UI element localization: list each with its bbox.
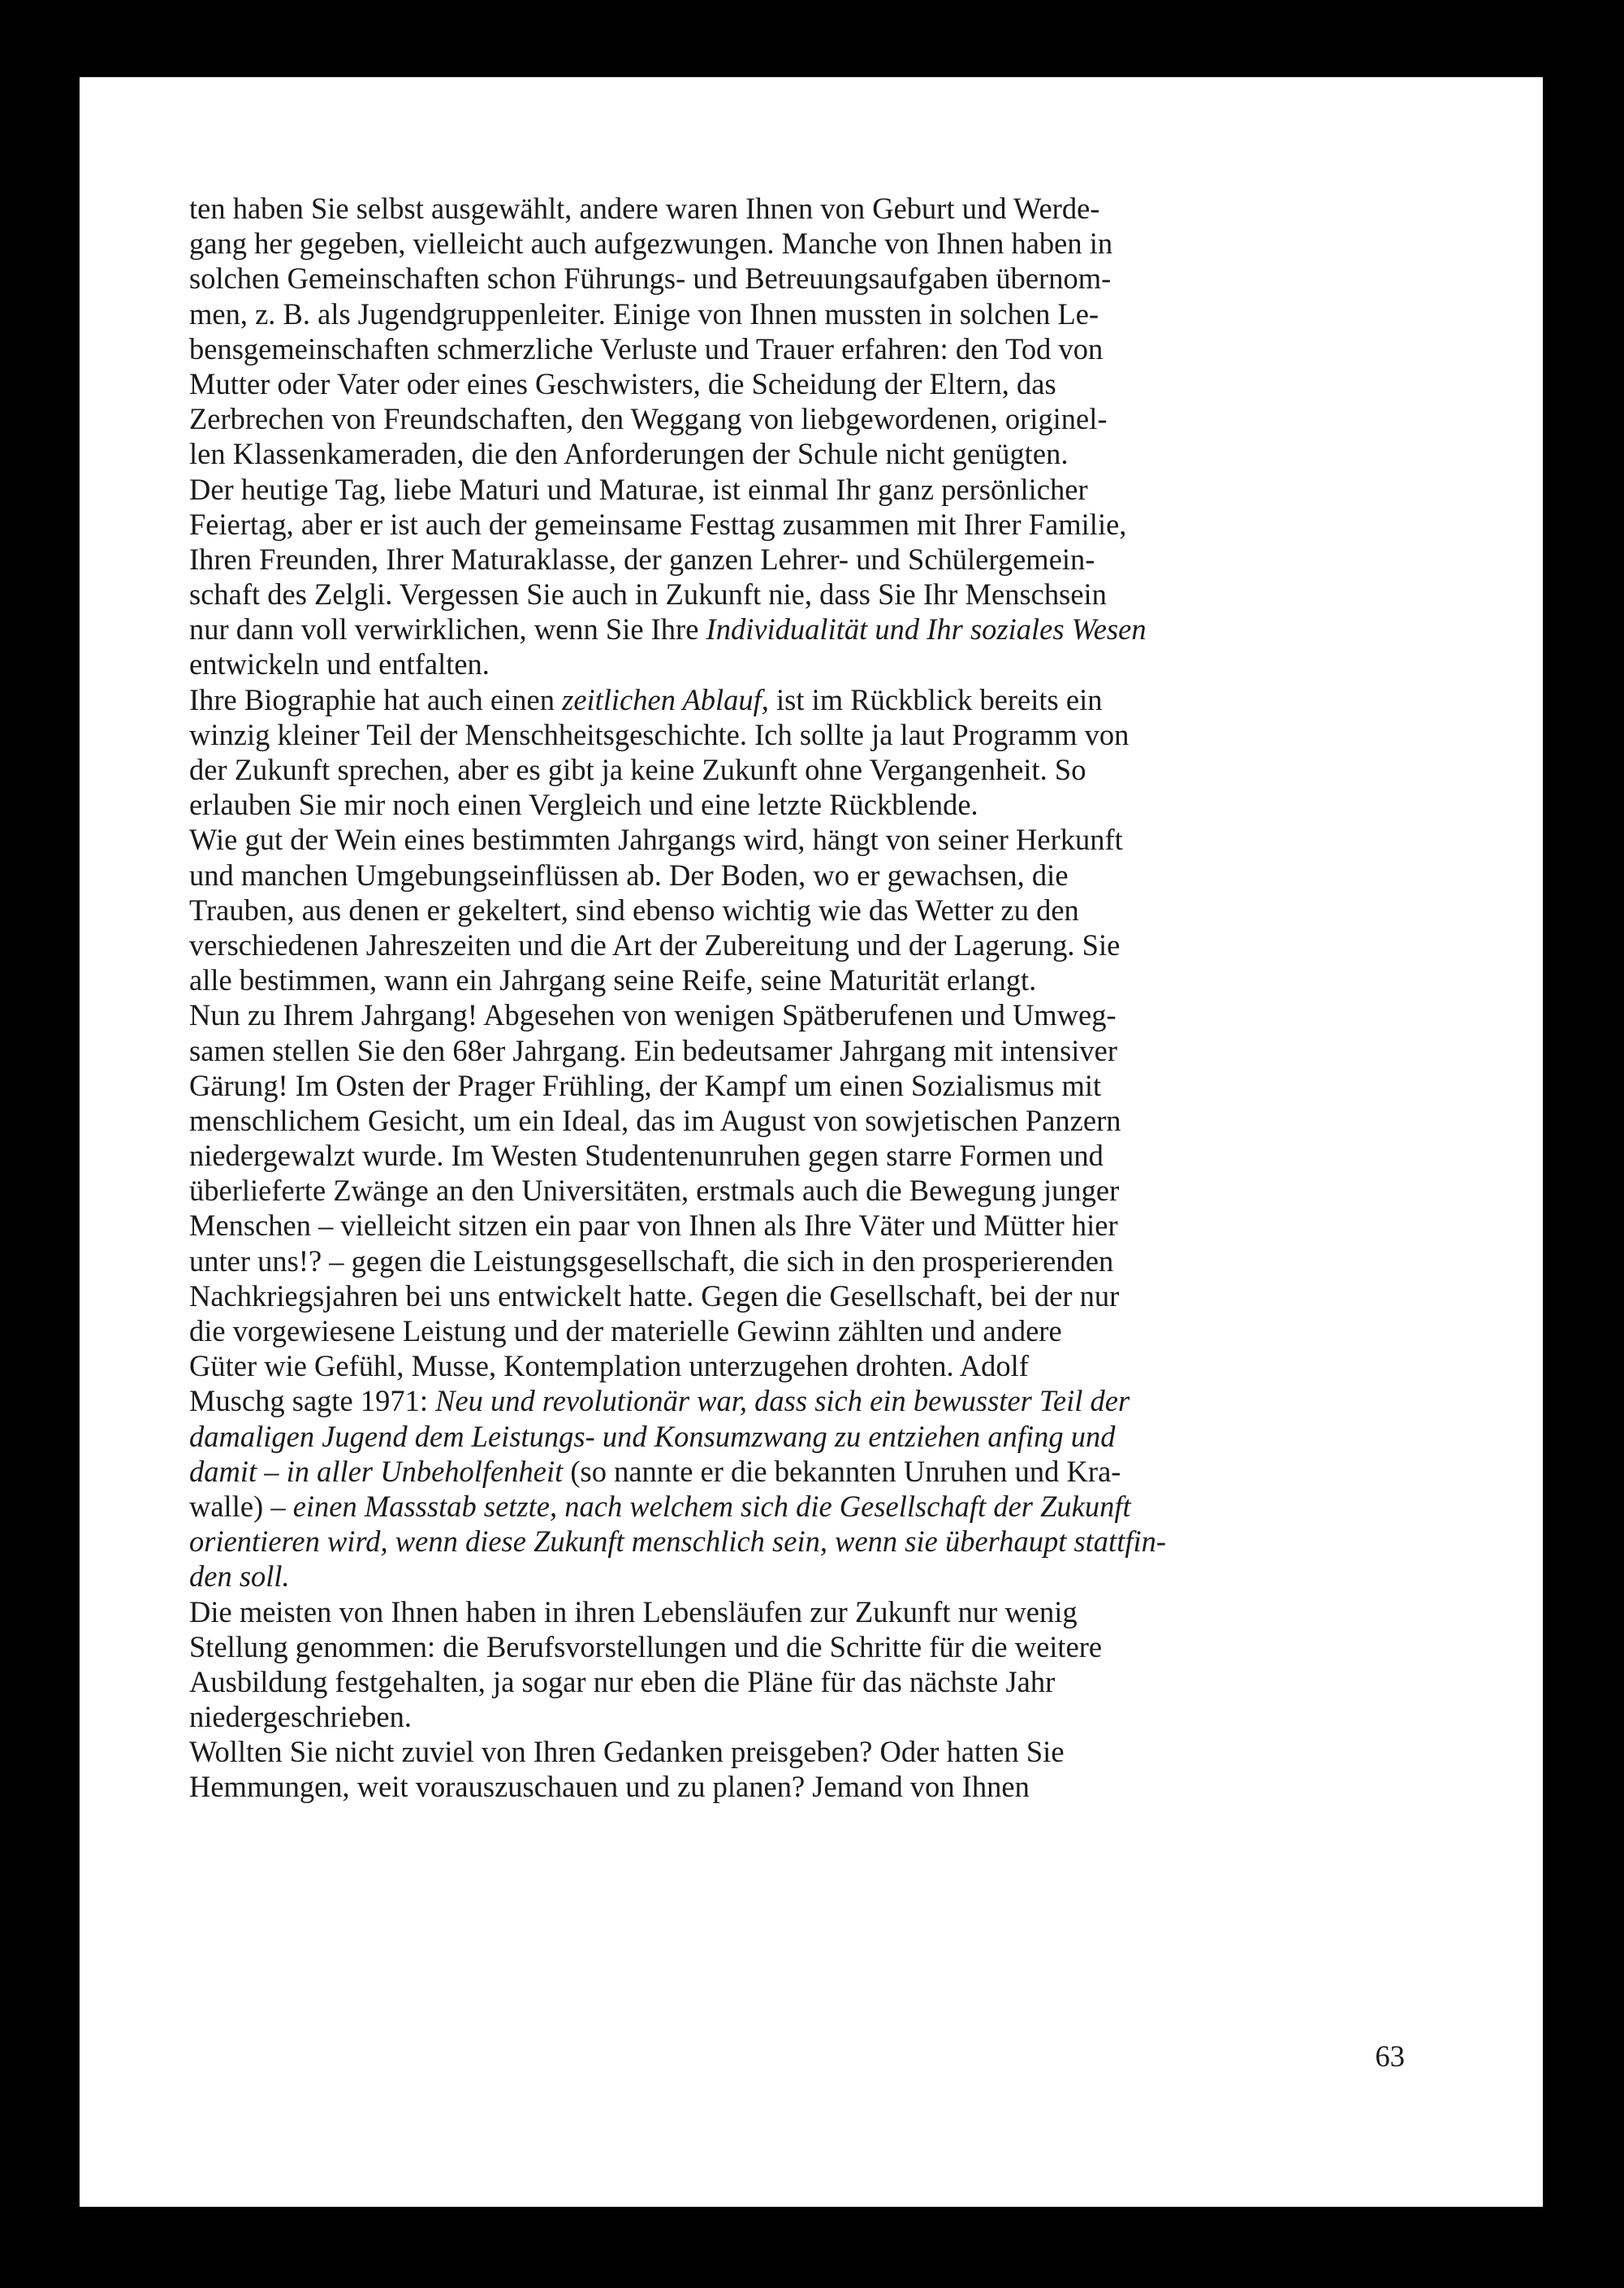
text-line [189, 1559, 1405, 1594]
text-run: Menschen – vielleicht sitzen ein paar von Ihnen als Ihre Väter und Mütter hier [189, 1209, 1118, 1243]
text-line [189, 1278, 1405, 1313]
text-line [189, 1769, 1405, 1804]
italic-text: damaligen Jugend dem Leistungs- und Konsumzwang zu entziehen anfing und [189, 1419, 1116, 1453]
text-line [189, 296, 1405, 331]
text-run: bensgemeinschaften schmerzliche Verluste und Trauer erfahren: den Tod von [189, 331, 1104, 365]
text-line [189, 1243, 1405, 1278]
text-line [189, 1699, 1405, 1734]
text-run: entwickeln und entfalten. [189, 647, 490, 681]
text-run: niedergewalzt wurde. Im Westen Studentenunruhen gegen starre Formen und [189, 1139, 1104, 1173]
text-run: Güter wie Gefühl, Musse, Kontemplation unterzugehen drohten. Adolf [189, 1349, 1029, 1383]
italic-text: orientieren wird, wenn diese Zukunft menschlich sein, wenn sie überhaupt stattfin- [189, 1525, 1167, 1559]
text-line [189, 1103, 1405, 1138]
text-line [189, 1664, 1405, 1699]
text-line [189, 1489, 1405, 1524]
text-line [189, 1348, 1405, 1383]
page-number: 63 [1375, 2039, 1405, 2073]
text-line [189, 822, 1405, 857]
text-run: Hemmungen, weit vorauszuschauen und zu planen? Jemand von Ihnen [189, 1770, 1030, 1804]
text-line [189, 1383, 1405, 1418]
italic-text: einen Massstab setzte, nach welchem sich die Gesellschaft der Zukunft [292, 1489, 1131, 1523]
text-line [189, 1208, 1405, 1243]
text-run: unter uns!? – gegen die Leistungsgesellschaft, die sich in den prosperierenden [189, 1243, 1114, 1278]
italic-text: zeitlichen Ablauf, [562, 682, 769, 716]
text-line [189, 752, 1405, 787]
italic-text: Neu und revolutionär war, dass sich ein bewusster Teil der [435, 1384, 1130, 1418]
text-run: Mutter oder Vater oder eines Geschwisters, die Scheidung der Eltern, das [189, 366, 1056, 400]
text-run: die vorgewiesene Leistung und der materielle Gewinn zählten und andere [189, 1314, 1062, 1347]
text-line [189, 612, 1405, 647]
text-line [189, 647, 1405, 681]
text-line [189, 191, 1405, 226]
text-run: Zerbrechen von Freundschaften, den Weggang von liebgewordenen, originel- [189, 402, 1108, 436]
text-run: Nachkriegsjahren bei uns entwickelt hatte. Gegen die Gesellschaft, bei der nur [189, 1278, 1120, 1313]
text-run: nur dann voll verwirklichen, wenn Sie Ihre [189, 612, 706, 647]
text-line [189, 717, 1405, 752]
text-run: der Zukunft sprechen, aber es gibt ja keine Zukunft ohne Vergangenheit. So [189, 753, 1086, 786]
text-line [189, 1419, 1405, 1454]
text-run: schaft des Zelgli. Vergessen Sie auch in Zukunft nie, dass Sie Ihr Menschsein [189, 577, 1107, 612]
text-run: solchen Gemeinschaften schon Führungs- und Betreuungsaufgaben übernom- [189, 262, 1112, 296]
text-run: men, z. B. als Jugendgruppenleiter. Einige von Ihnen mussten in solchen Le- [189, 296, 1099, 331]
text-run: Der heutige Tag, liebe Maturi und Maturae, ist einmal Ihr ganz persönlicher [189, 472, 1088, 506]
text-run: Ausbildung festgehalten, ja sogar nur eben die Pläne für das nächste Jahr [189, 1664, 1056, 1698]
text-line [189, 1594, 1405, 1629]
text-run: Muschg sagte 1971: [189, 1384, 436, 1418]
text-run: Gärung! Im Osten der Prager Frühling, der Kampf um einen Sozialismus mit [189, 1068, 1102, 1102]
italic-text: damit – in aller Unbeholfenheit [189, 1454, 564, 1488]
text-line [189, 261, 1405, 296]
text-line [189, 577, 1405, 612]
text-line [189, 507, 1405, 542]
text-line [189, 997, 1405, 1032]
text-run: ten haben Sie selbst ausgewählt, andere waren Ihnen von Geburt und Werde- [189, 192, 1100, 225]
text-line [189, 962, 1405, 997]
text-run: und manchen Umgebungseinflüssen ab. Der Boden, wo er gewachsen, die [189, 858, 1069, 892]
text-run: gang her gegeben, vielleicht auch aufgezwungen. Manche von Ihnen haben in [189, 227, 1113, 261]
text-run: Ihre Biographie hat auch einen [189, 682, 563, 716]
text-run: samen stellen Sie den 68er Jahrgang. Ein bedeutsamer Jahrgang mit intensiver [189, 1033, 1118, 1067]
text-run: niedergeschrieben. [189, 1700, 412, 1734]
text-run: erlauben Sie mir noch einen Vergleich und eine letzte Rückblende. [189, 788, 978, 822]
text-run: verschiedenen Jahreszeiten und die Art der Zubereitung und der Lagerung. Sie [189, 928, 1121, 962]
text-line [189, 436, 1405, 471]
text-run: walle) – [189, 1489, 293, 1523]
text-run: winzig kleiner Teil der Menschheitsgeschichte. Ich sollte ja laut Programm von [189, 717, 1129, 751]
text-run: len Klassenkameraden, die den Anforderungen der Schule nicht genügten. [189, 437, 1069, 471]
italic-text: Individualität und Ihr soziales Wesen [706, 612, 1147, 647]
text-run: ist im Rückblick bereits ein [768, 682, 1103, 716]
text-line [189, 366, 1405, 401]
text-line [189, 858, 1405, 893]
text-line [189, 928, 1405, 962]
text-line [189, 1313, 1405, 1348]
text-run: Trauben, aus denen er gekeltert, sind ebenso wichtig wie das Wetter zu den [189, 893, 1079, 927]
text-run: menschlichem Gesicht, um ein Ideal, das im August von sowjetischen Panzern [189, 1103, 1121, 1137]
text-line [189, 1138, 1405, 1173]
text-run: Feiertag, aber er ist auch der gemeinsame Festtag zusammen mit Ihrer Familie, [189, 507, 1127, 541]
text-line [189, 1033, 1405, 1068]
text-run: (so nannte er die bekannten Unruhen und Kra- [563, 1454, 1121, 1488]
body-text [189, 191, 1405, 1805]
text-line [189, 1629, 1405, 1664]
text-line [189, 682, 1405, 717]
text-line [189, 331, 1405, 366]
text-line [189, 787, 1405, 822]
italic-text: den soll. [189, 1559, 290, 1594]
text-line [189, 893, 1405, 928]
text-line [189, 1173, 1405, 1208]
text-line [189, 1734, 1405, 1769]
text-run: Die meisten von Ihnen haben in ihren Lebensläufen zur Zukunft nur wenig [189, 1594, 1078, 1628]
text-line [189, 1068, 1405, 1103]
text-line [189, 226, 1405, 261]
text-line [189, 401, 1405, 436]
text-line [189, 1454, 1405, 1489]
text-run: überlieferte Zwänge an den Universitäten, erstmals auch die Bewegung junger [189, 1174, 1120, 1208]
text-run: alle bestimmen, wann ein Jahrgang seine Reife, seine Maturität erlangt. [189, 963, 1037, 997]
text-run: Wie gut der Wein eines bestimmten Jahrgangs wird, hängt von seiner Herkunft [189, 823, 1123, 857]
text-line [189, 472, 1405, 507]
text-run: Wollten Sie nicht zuviel von Ihren Gedanken preisgeben? Oder hatten Sie [189, 1735, 1065, 1769]
text-run: Stellung genommen: die Berufsvorstellungen und die Schritte für die weitere [189, 1629, 1103, 1663]
text-run: Nun zu Ihrem Jahrgang! Abgesehen von wenigen Spätberufenen und Umweg- [189, 998, 1116, 1032]
text-line [189, 542, 1405, 577]
document-page [80, 77, 1543, 2207]
text-line [189, 1524, 1405, 1559]
text-run: Ihren Freunden, Ihrer Maturaklasse, der ganzen Lehrer- und Schülergemein- [189, 542, 1095, 576]
